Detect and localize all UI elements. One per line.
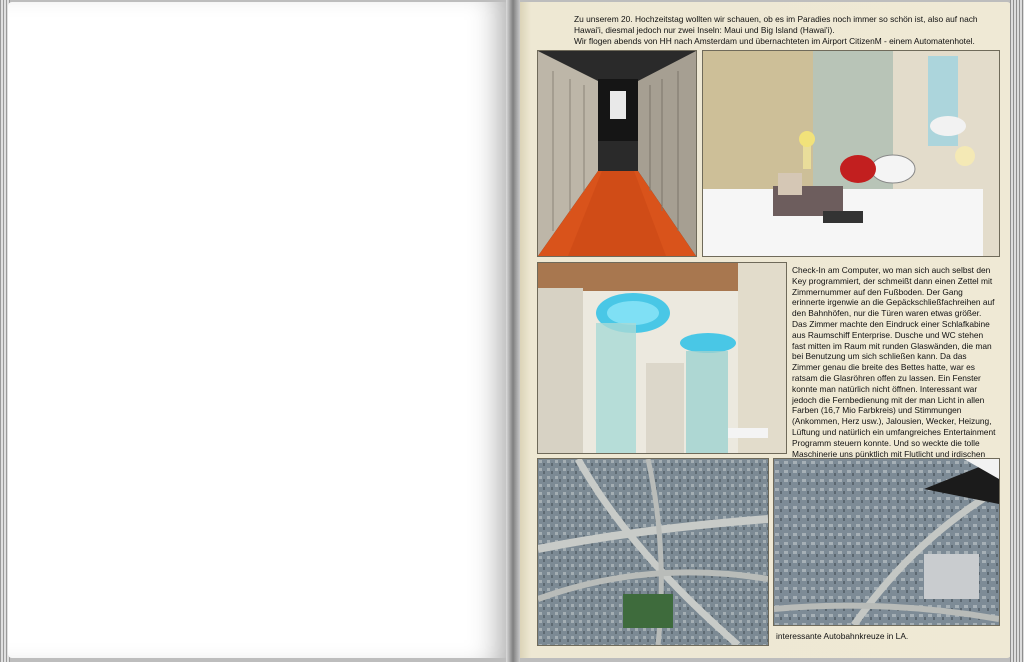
room-lights-photo xyxy=(537,262,787,454)
aerial-highway-photo-2 xyxy=(773,458,1000,626)
intro-text xyxy=(574,14,994,47)
left-page-blank xyxy=(8,2,512,658)
book-spine xyxy=(506,0,520,662)
room-bed-photo xyxy=(702,50,1000,257)
hallway-photo xyxy=(537,50,697,257)
intro-line-2: Wir flogen abends von HH nach Amsterdam und übernachteten im Airport CitizenM - einem Automatenhotel. xyxy=(574,36,975,46)
aerial-highway-photo-1 xyxy=(537,458,769,646)
intro-line-1: Zu unserem 20. Hochzeitstag wollten wir schauen, ob es im Paradies noch immer so schön ist, also auf nach Hawai'i, diesmal jedoch nur zwei Inseln: Maui und Big Island (Hawai'i). xyxy=(574,14,978,35)
aerial-caption: interessante Autobahnkreuze in LA. xyxy=(776,631,909,641)
body-text: Check-In am Computer, wo man sich auch selbst den Key programmiert, der schmeißt dann einen Zettel mit Zimmernummer auf den Fußboden. Der Gang erinnerte irgenwie an die Gepäckschließfachreihen auf den Bahnhöfen, nur die Türen waren etwas größer. Das Zimmer machte den Eindruck einer Schlafkabine aus Raumschiff Enterprise. Dusche und WC stehen fast mitten im Raum mit runden Glaswänden, die man bei Benutzung um sich schließen kann. Da das Zimmer genau die breite des Bettes hatte, war es ratsam die Glasröhren offen zu lassen. Ein Fenster konnte man natürlich nicht öffnen. Interessant war jedoch die Fernbedienung mit der man Licht in allen Farben (16,7 Mio Farbkreis) und Stimmungen (Ankommen, Herz usw.), Jalousien, Wecker, Heizung, Lüftung und natürlich ein umfangreiches Entertainment Programm steuern konnte. Und so weckte die tolle Maschinerie uns pünktlich mit Flutlicht und irdischen xyxy=(792,265,996,459)
right-page-edges xyxy=(1010,0,1024,662)
